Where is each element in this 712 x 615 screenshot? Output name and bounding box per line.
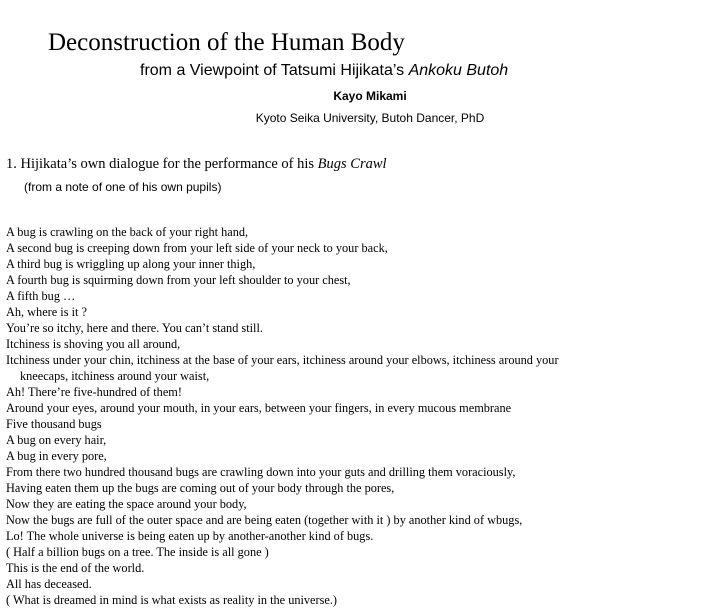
dialogue-line: A bug in every pore, bbox=[6, 449, 107, 463]
dialogue-line: Itchiness is shoving you all around, bbox=[6, 337, 181, 351]
dialogue-line: Ah! There’re five-hundred of them! bbox=[6, 385, 182, 399]
dialogue-line: Itchiness under your chin, itchiness at the base of your ears, itchiness around your elbows, itchiness around your bbox=[6, 353, 559, 367]
dialogue-line: A fifth bug … bbox=[6, 289, 76, 303]
dialogue-line: Around your eyes, around your mouth, in your ears, between your fingers, in every mucous membrane bbox=[6, 401, 512, 415]
subtitle-italic-term: Ankoku Butoh bbox=[408, 62, 509, 79]
dialogue-line: A third bug is wriggling up along your inner thigh, bbox=[6, 257, 256, 271]
section-heading-italic-term: Bugs Crawl bbox=[317, 156, 387, 172]
dialogue-line: ( What is dreamed in mind is what exists as reality in the universe.) bbox=[6, 593, 338, 607]
dialogue-line: Now the bugs are full of the outer space and are being eaten (together with it ) by another kind of wbugs, bbox=[6, 513, 523, 527]
author-affiliation: Kyoto Seika University, Butoh Dancer, PhD bbox=[255, 111, 485, 125]
dialogue-line: From there two hundred thousand bugs are crawling down into your guts and drilling them voraciously, bbox=[6, 465, 516, 479]
section-heading bbox=[6, 155, 387, 173]
section-note: (from a note of one of his own pupils) bbox=[24, 180, 222, 194]
dialogue-line: Five thousand bugs bbox=[6, 417, 102, 431]
dialogue-line-continuation: kneecaps, itchiness around your waist, bbox=[20, 369, 210, 383]
dialogue-line: Having eaten them up the bugs are coming out of your body through the pores, bbox=[6, 481, 395, 495]
dialogue-line: You’re so itchy, here and there. You can’t stand still. bbox=[6, 321, 263, 335]
dialogue-text bbox=[6, 224, 710, 608]
section-heading-text: 1. Hijikata’s own dialogue for the performance of his bbox=[6, 156, 318, 172]
dialogue-line: All has deceased. bbox=[6, 577, 92, 591]
subtitle-text: from a Viewpoint of Tatsumi Hijikata’s bbox=[140, 62, 409, 79]
dialogue-line: A fourth bug is squirming down from your left shoulder to your chest, bbox=[6, 273, 351, 287]
dialogue-line: This is the end of the world. bbox=[6, 561, 145, 575]
dialogue-line: A second bug is creeping down from your left side of your neck to your back, bbox=[6, 241, 388, 255]
dialogue-line: ( Half a billion bugs on a tree. The inside is all gone ) bbox=[6, 545, 269, 559]
dialogue-line: Ah, where is it ? bbox=[6, 305, 87, 319]
document-title: Deconstruction of the Human Body bbox=[48, 29, 405, 56]
dialogue-line: A bug is crawling on the back of your right hand, bbox=[6, 225, 249, 239]
author-name: Kayo Mikami bbox=[333, 89, 407, 103]
document-subtitle bbox=[140, 60, 508, 82]
dialogue-line: A bug on every hair, bbox=[6, 433, 107, 447]
dialogue-line: Now they are eating the space around your body, bbox=[6, 497, 247, 511]
dialogue-line: Lo! The whole universe is being eaten up by another-another kind of bugs. bbox=[6, 529, 374, 543]
